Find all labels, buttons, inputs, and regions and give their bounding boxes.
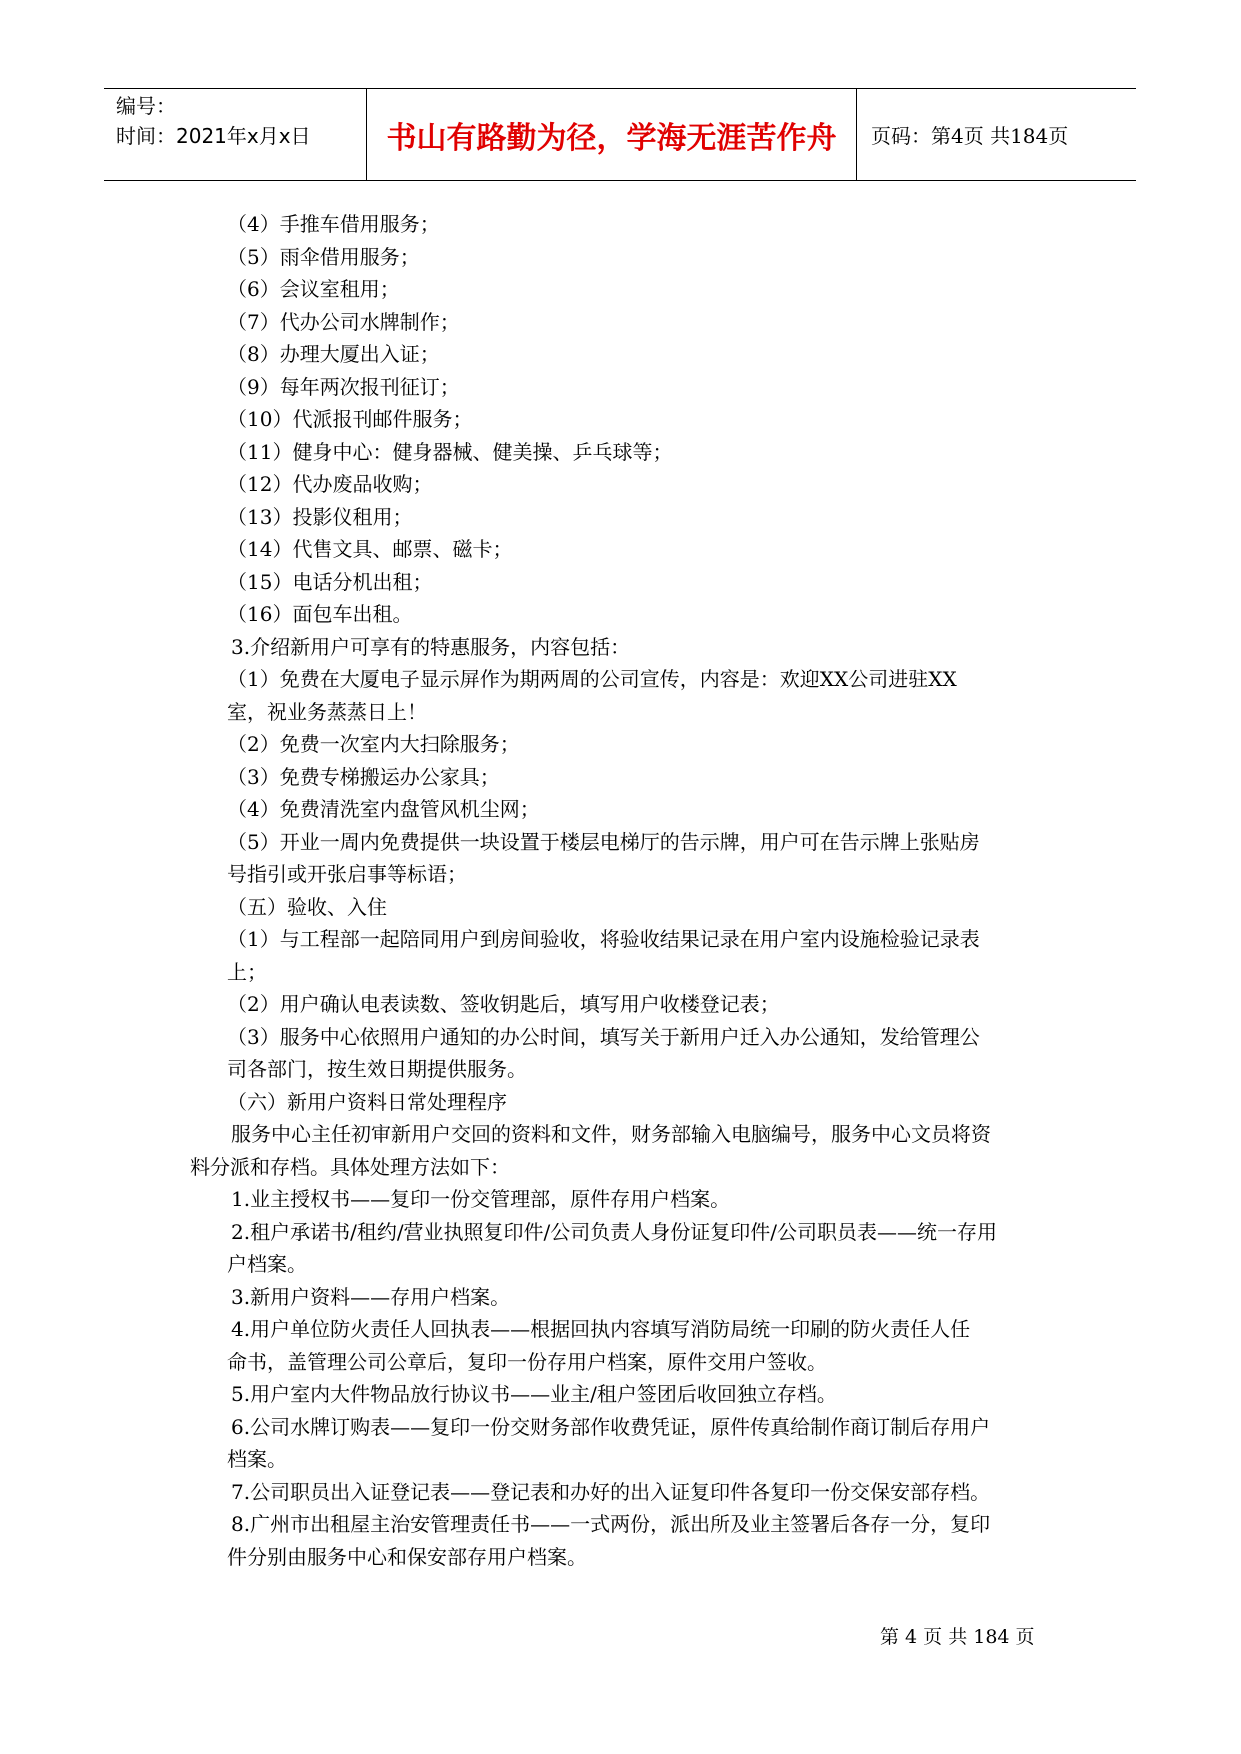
document-body [190, 208, 1057, 1573]
text-line: 料分派和存档。具体处理方法如下： [190, 1154, 510, 1179]
text-line: （4）手推车借用服务； [227, 212, 440, 236]
text-line: （16）面包车出租。 [227, 602, 413, 626]
text-line: （五）验收、入住 [227, 894, 387, 919]
text-line: 6.公司水牌订购表——复印一份交财务部作收费凭证，原件传真给制作商订制后存用户 [231, 1414, 991, 1439]
text-line: 8.广州市出租屋主治安管理责任书——一式两份，派出所及业主签署后各存一分，复印 [231, 1512, 991, 1536]
text-line: 档案。 [227, 1447, 287, 1471]
text-line: （3）服务中心依照用户通知的办公时间，填写关于新用户迁入办公通知，发给管理公 [227, 1024, 980, 1049]
text-line: （1）与工程部一起陪同用户到房间验收，将验收结果记录在用户室内设施检验记录表 [227, 927, 980, 951]
text-line: （6）会议室租用； [227, 277, 400, 301]
text-line: （10）代派报刊邮件服务； [227, 407, 473, 431]
text-line: （4）免费清洗室内盘管风机尘网； [227, 797, 540, 821]
text-line: 号指引或开张启事等标语； [227, 862, 467, 886]
text-line: （7）代办公司水牌制作； [227, 309, 460, 334]
text-line: 1.业主授权书——复印一份交管理部，原件存用户档案。 [231, 1187, 731, 1211]
text-line: （11）健身中心：健身器械、健美操、乒乓球等； [227, 439, 673, 464]
text-line: 件分别由服务中心和保安部存用户档案。 [227, 1544, 587, 1569]
text-line: 室，祝业务蒸蒸日上！ [227, 699, 427, 724]
text-line: 3.介绍新用户可享有的特惠服务，内容包括： [231, 634, 631, 659]
number-label: 编号： [116, 94, 176, 118]
text-line: （15）电话分机出租； [227, 569, 433, 594]
header-page-label: 页码：第4页 共184页 [871, 124, 1069, 148]
header-motto: 书山有路勤为径，学海无涯苦作舟 [367, 89, 857, 180]
text-line: 上； [227, 959, 267, 984]
text-line: （12）代办废品收购； [227, 472, 433, 496]
text-line: 7.公司职员出入证登记表——登记表和办好的出入证复印件各复印一份交保安部存档。 [231, 1479, 991, 1504]
text-line: （1）免费在大厦电子显示屏作为期两周的公司宣传，内容是：欢迎XX公司进驻XX [227, 667, 957, 691]
text-line: （14）代售文具、邮票、磁卡； [227, 537, 513, 561]
page-header [104, 88, 1136, 181]
text-line: （13）投影仪租用； [227, 504, 413, 529]
text-line: （9）每年两次报刊征订； [227, 374, 460, 399]
text-line: （2）用户确认电表读数、签收钥匙后，填写用户收楼登记表； [227, 992, 780, 1016]
page-footer: 第 4 页 共 184 页 [880, 1626, 1035, 1648]
time-label: 时间：2021年x月x日 [116, 124, 311, 148]
text-line: 户档案。 [227, 1252, 307, 1276]
text-line: 4.用户单位防火责任人回执表——根据回执内容填写消防局统一印刷的防火责任人任 [231, 1317, 971, 1341]
text-line: 服务中心主任初审新用户交回的资料和文件，财务部输入电脑编号，服务中心文员将资 [231, 1122, 991, 1146]
header-meta [104, 89, 367, 180]
text-line: 命书，盖管理公司公章后，复印一份存用户档案，原件交用户签收。 [227, 1349, 827, 1374]
text-line: （8）办理大厦出入证； [227, 342, 440, 366]
text-line: 5.用户室内大件物品放行协议书——业主/租户签团后收回独立存档。 [231, 1382, 837, 1406]
text-line: 司各部门，按生效日期提供服务。 [227, 1057, 527, 1081]
text-line: （5）开业一周内免费提供一块设置于楼层电梯厅的告示牌，用户可在告示牌上张贴房 [227, 829, 980, 854]
text-line: （3）免费专梯搬运办公家具； [227, 764, 500, 789]
text-line: （六）新用户资料日常处理程序 [227, 1089, 507, 1114]
text-line: （2）免费一次室内大扫除服务； [227, 732, 520, 756]
text-line: 2.租户承诺书/租约/营业执照复印件/公司负责人身份证复印件/公司职员表——统一存用 [231, 1219, 998, 1244]
text-line: 3.新用户资料——存用户档案。 [231, 1284, 511, 1309]
text-line: （5）雨伞借用服务； [227, 244, 420, 269]
